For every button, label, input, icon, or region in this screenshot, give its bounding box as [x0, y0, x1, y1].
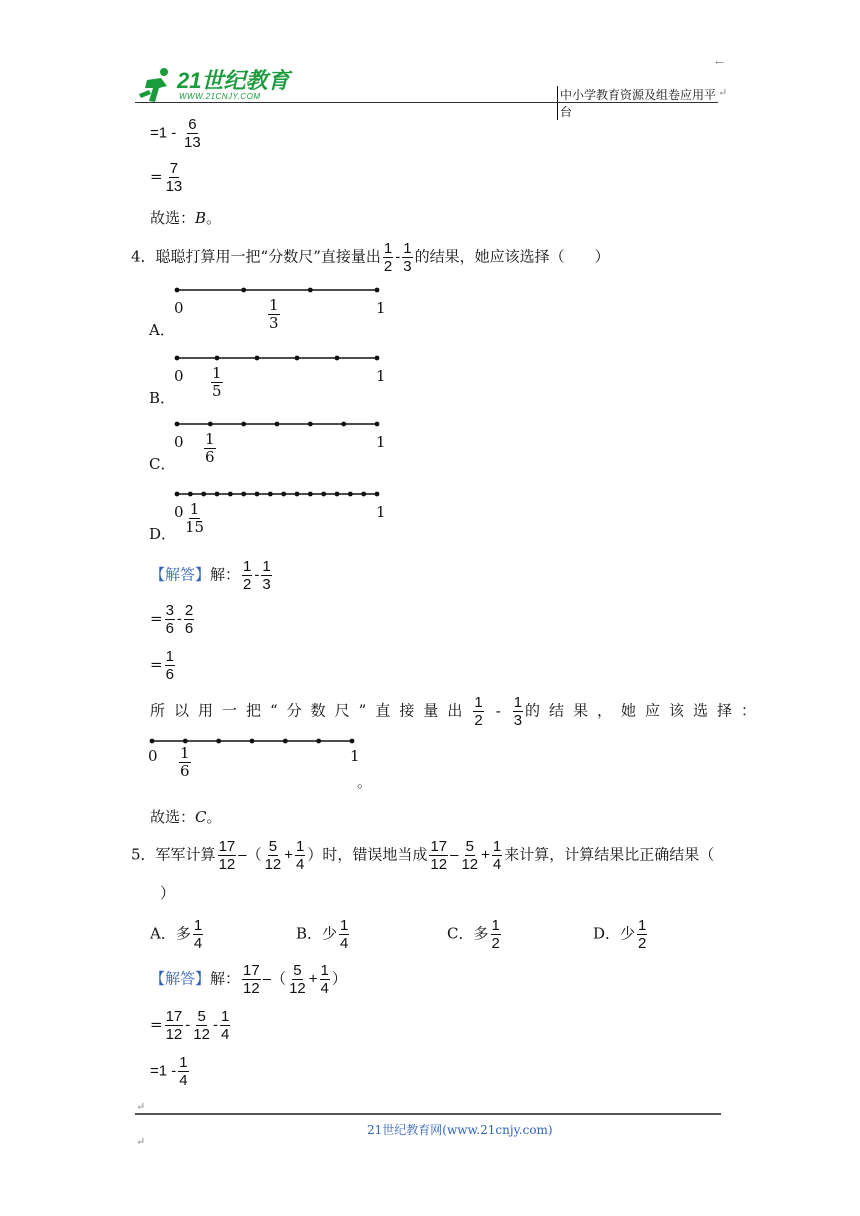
footer-mark-1: ↵: [136, 1100, 146, 1113]
top-solution-line2: [150, 160, 185, 195]
q5-option-d: D．少 $\frac{1}{2}$: [593, 917, 647, 952]
tick-dot: [201, 492, 206, 497]
q4-answer: 故选：C。: [150, 808, 222, 826]
logo-text: 21世纪教育: [177, 68, 290, 93]
tick-dot: [228, 492, 233, 497]
tick-dot: [241, 422, 246, 427]
header: [135, 56, 728, 119]
number-line-fraction-label: $\frac{1}{5}$: [212, 364, 222, 400]
tick-dot: [275, 422, 280, 427]
q4-solution-line2: = $\frac{3}{6}$ - $\frac{2}{6}$: [150, 602, 194, 637]
tick-dot: [175, 492, 180, 497]
q4-solution-sentence: 所以用一把“分数尺”直接量出 $\frac{1}{2}$ - $\frac{1}{3}$ 的结果，她应该选择：: [150, 694, 766, 729]
solution-tick-dot: [216, 739, 221, 744]
solution-line-one: 1: [350, 747, 360, 765]
q5-solution-line1: 【解答】解： $\frac{17}{12}$ –（ $\frac{5}{12}$ + $\frac{1}{4}$ ）: [150, 962, 347, 997]
tick-dot: [281, 492, 286, 497]
tick-dot: [188, 492, 193, 497]
footer-rule: [135, 1113, 721, 1115]
tick-dot: [321, 492, 326, 497]
q4-solution-line3: = $\frac{1}{6}$: [150, 648, 174, 683]
solution-tick-dot: [183, 739, 188, 744]
number-line-fraction-label: $\frac{1}{3}$: [269, 296, 279, 332]
tick-dot: [175, 288, 180, 293]
header-rule: [135, 102, 718, 103]
tick-dot: [375, 492, 380, 497]
tick-dot: [175, 422, 180, 427]
q5-option-b: B．少 $\frac{1}{4}$: [296, 917, 349, 952]
number-line-one-label: 1: [376, 433, 386, 451]
number-line-one-label: 1: [376, 503, 386, 521]
tick-dot: [308, 288, 313, 293]
q4-solution-line1: 【解答】解： $\frac{1}{2}$ - $\frac{1}{3}$: [150, 558, 271, 593]
logo-url: WWW.21CNJY.COM: [179, 92, 261, 101]
tick-dot: [308, 422, 313, 427]
q4-stem: 4．聪聪打算用一把“分数尺”直接量出 $\frac{1}{2}$ - $\frac{1}{3}$ 的结果，她应该选择（ ）: [131, 240, 610, 275]
tick-dot: [208, 422, 213, 427]
option-label: D．: [149, 525, 177, 543]
option-label: B．: [149, 389, 176, 407]
top-solution-line1: [150, 116, 204, 151]
q5-solution-line2: = $\frac{17}{12}$ - $\frac{5}{12}$ - $\frac{1}{4}$: [150, 1008, 230, 1043]
number-line-zero-label: 0: [174, 433, 184, 451]
tick-dot: [241, 288, 246, 293]
tick-dot: [255, 492, 260, 497]
tick-dot: [361, 492, 366, 497]
q5-option-a: A．多 $\frac{1}{4}$: [150, 917, 203, 952]
logo-runner-icon: [137, 66, 177, 104]
number-line-fraction-label: $\frac{1}{6}$: [205, 430, 215, 466]
tick-dot: [215, 356, 220, 361]
tick-dot: [295, 492, 300, 497]
tick-dot: [341, 422, 346, 427]
number-line-zero-label: 0: [174, 367, 184, 385]
top-answer: 故选：B。: [150, 209, 222, 227]
option-label: C．: [149, 455, 176, 473]
footer-site: 21世纪教育网(www.21cnjy.com): [367, 1123, 553, 1137]
solution-tick-dot: [316, 739, 321, 744]
tick-dot: [215, 492, 220, 497]
eq-sign: =: [150, 167, 163, 186]
tick-dot: [335, 356, 340, 361]
solution-period: 。: [357, 773, 373, 791]
q5-stem: 5．军军计算 $\frac{17}{12}$ –（ $\frac{5}{12}$ + $\frac{1}{4}$ ）时，错误地当成 $\frac{17}{12}$ – $\frac{5}{12}$ + $\frac{1}{4}$ 来计算，计算结果比正确结果（: [131, 838, 715, 873]
tick-dot: [175, 356, 180, 361]
platform-label: 中小学教育资源及组卷应用平台: [557, 86, 725, 120]
number-line-one-label: 1: [376, 367, 386, 385]
number-line-zero-label: 0: [174, 503, 184, 521]
solution-tick-dot: [350, 739, 355, 744]
tick-dot: [255, 356, 260, 361]
solution-tick-dot: [150, 739, 155, 744]
solution-tick-dot: [283, 739, 288, 744]
tick-dot: [375, 288, 380, 293]
q5-stem-close: ）: [160, 884, 176, 902]
line1-prefix: =1 -: [150, 124, 177, 142]
number-line-one-label: 1: [376, 299, 386, 317]
q5-solution-line3: =1 - $\frac{1}{4}$: [150, 1054, 188, 1089]
solution-line-zero: 0: [148, 747, 158, 765]
paragraph-mark: ↵: [718, 86, 728, 99]
option-label: A．: [149, 321, 175, 339]
tick-dot: [268, 492, 273, 497]
fraction-7-13: $\frac{7}{13}$: [165, 160, 183, 195]
fraction-6-13: $\frac{6}{13}$: [184, 116, 201, 151]
number-line-zero-label: 0: [174, 299, 184, 317]
tick-dot: [295, 356, 300, 361]
solution-tick-dot: [250, 739, 255, 744]
tick-dot: [375, 422, 380, 427]
tick-dot: [308, 492, 313, 497]
tick-dot: [348, 492, 353, 497]
paragraph-mark-top: ←: [715, 56, 725, 69]
number-line-fraction-label: $\frac{1}{15}$: [185, 500, 205, 536]
footer-mark-2: ↵: [136, 1135, 146, 1148]
tick-dot: [375, 356, 380, 361]
q5-option-c: C．多 $\frac{1}{2}$: [447, 917, 500, 952]
solution-line-frac: $\frac{1}{6}$: [180, 744, 190, 780]
tick-dot: [335, 492, 340, 497]
tick-dot: [241, 492, 246, 497]
